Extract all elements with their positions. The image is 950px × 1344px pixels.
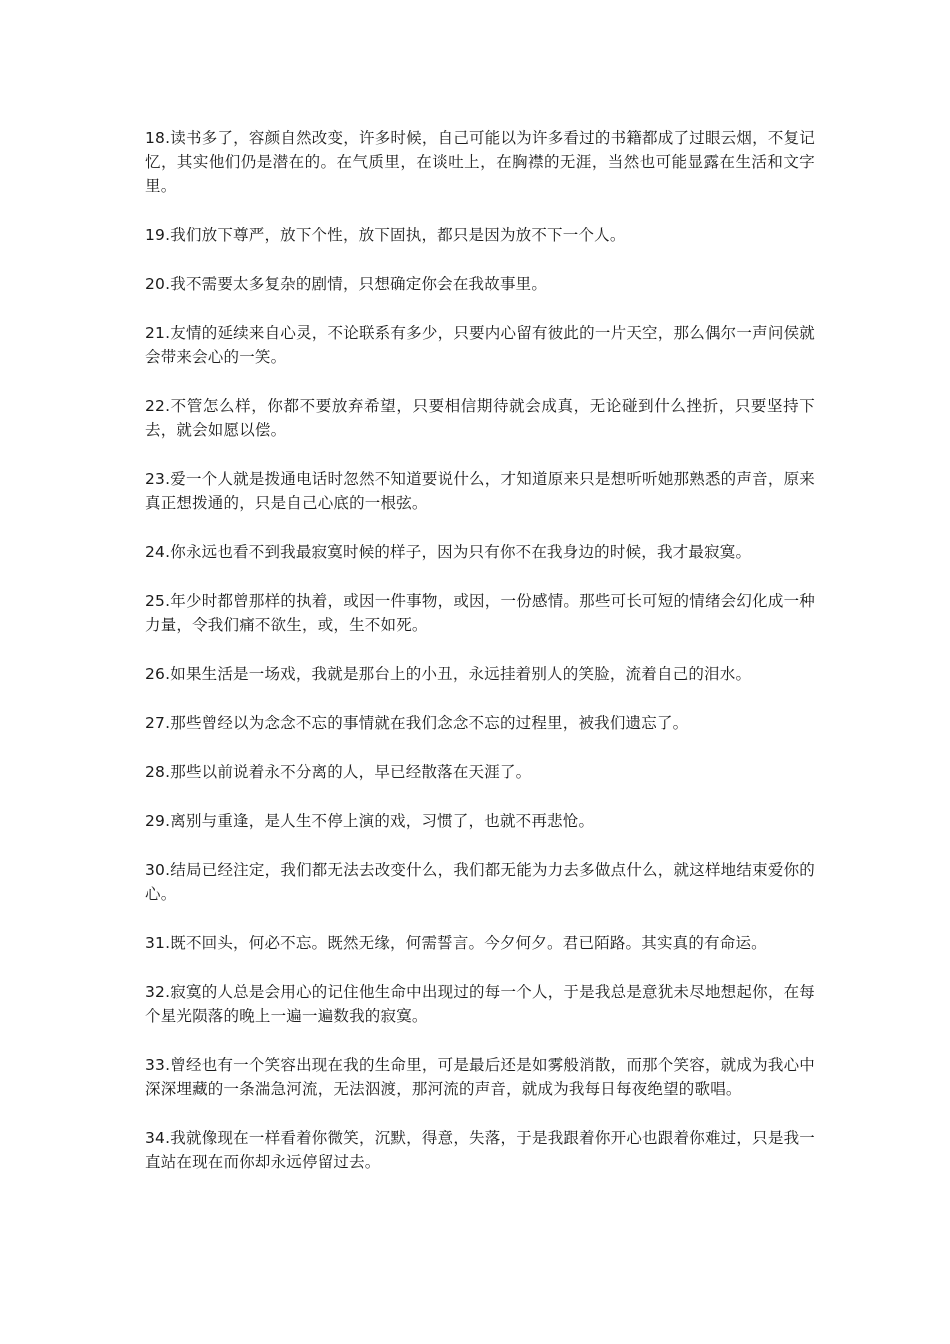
paragraph-22: 22.不管怎么样，你都不要放弃希望，只要相信期待就会成真，无论碰到什么挫折，只要坚持下去，就会如愿以偿。	[145, 397, 815, 439]
paragraph-28: 28.那些以前说着永不分离的人，早已经散落在天涯了。	[145, 763, 532, 781]
paragraph-32: 32.寂寞的人总是会用心的记住他生命中出现过的每一个人，于是我总是意犹未尽地想起你，在每个星光陨落的晚上一遍一遍数我的寂寞。	[145, 983, 815, 1025]
paragraph-23: 23.爱一个人就是拨通电话时忽然不知道要说什么，才知道原来只是想听听她那熟悉的声音，原来真正想拨通的，只是自己心底的一根弦。	[145, 470, 815, 512]
paragraph-34: 34.我就像现在一样看着你微笑，沉默，得意，失落，于是我跟着你开心也跟着你难过，只是我一直站在现在而你却永远停留过去。	[145, 1129, 815, 1171]
paragraph-26: 26.如果生活是一场戏，我就是那台上的小丑，永远挂着别人的笑脸，流着自己的泪水。	[145, 665, 752, 683]
document-body	[145, 126, 815, 1199]
paragraph-33: 33.曾经也有一个笑容出现在我的生命里，可是最后还是如雾般消散，而那个笑容，就成为我心中深深埋藏的一条湍急河流，无法泅渡，那河流的声音，就成为我每日每夜绝望的歌唱。	[145, 1056, 815, 1098]
paragraph-31: 31.既不回头，何必不忘。既然无缘，何需誓言。今夕何夕。君已陌路。其实真的有命运。	[145, 934, 767, 952]
paragraph-20: 20.我不需要太多复杂的剧情，只想确定你会在我故事里。	[145, 275, 548, 293]
paragraph-24: 24.你永远也看不到我最寂寞时候的样子，因为只有你不在我身边的时候，我才最寂寞。	[145, 543, 752, 561]
paragraph-29: 29.离别与重逢，是人生不停上演的戏，习惯了，也就不再悲怆。	[145, 812, 595, 830]
paragraph-25: 25.年少时都曾那样的执着，或因一件事物，或因，一份感情。那些可长可短的情绪会幻化成一种力量，令我们痛不欲生，或，生不如死。	[145, 592, 815, 634]
paragraph-30: 30.结局已经注定，我们都无法去改变什么，我们都无能为力去多做点什么，就这样地结束爱你的心。	[145, 861, 815, 903]
paragraph-18: 18.读书多了，容颜自然改变，许多时候，自己可能以为许多看过的书籍都成了过眼云烟，不复记忆，其实他们仍是潜在的。在气质里，在谈吐上，在胸襟的无涯，当然也可能显露在生活和文字里。	[145, 129, 815, 195]
paragraph-21: 21.友情的延续来自心灵，不论联系有多少，只要内心留有彼此的一片天空，那么偶尔一声问侯就会带来会心的一笑。	[145, 324, 815, 366]
paragraph-27: 27.那些曾经以为念念不忘的事情就在我们念念不忘的过程里，被我们遗忘了。	[145, 714, 689, 732]
paragraph-19: 19.我们放下尊严，放下个性，放下固执，都只是因为放不下一个人。	[145, 226, 626, 244]
